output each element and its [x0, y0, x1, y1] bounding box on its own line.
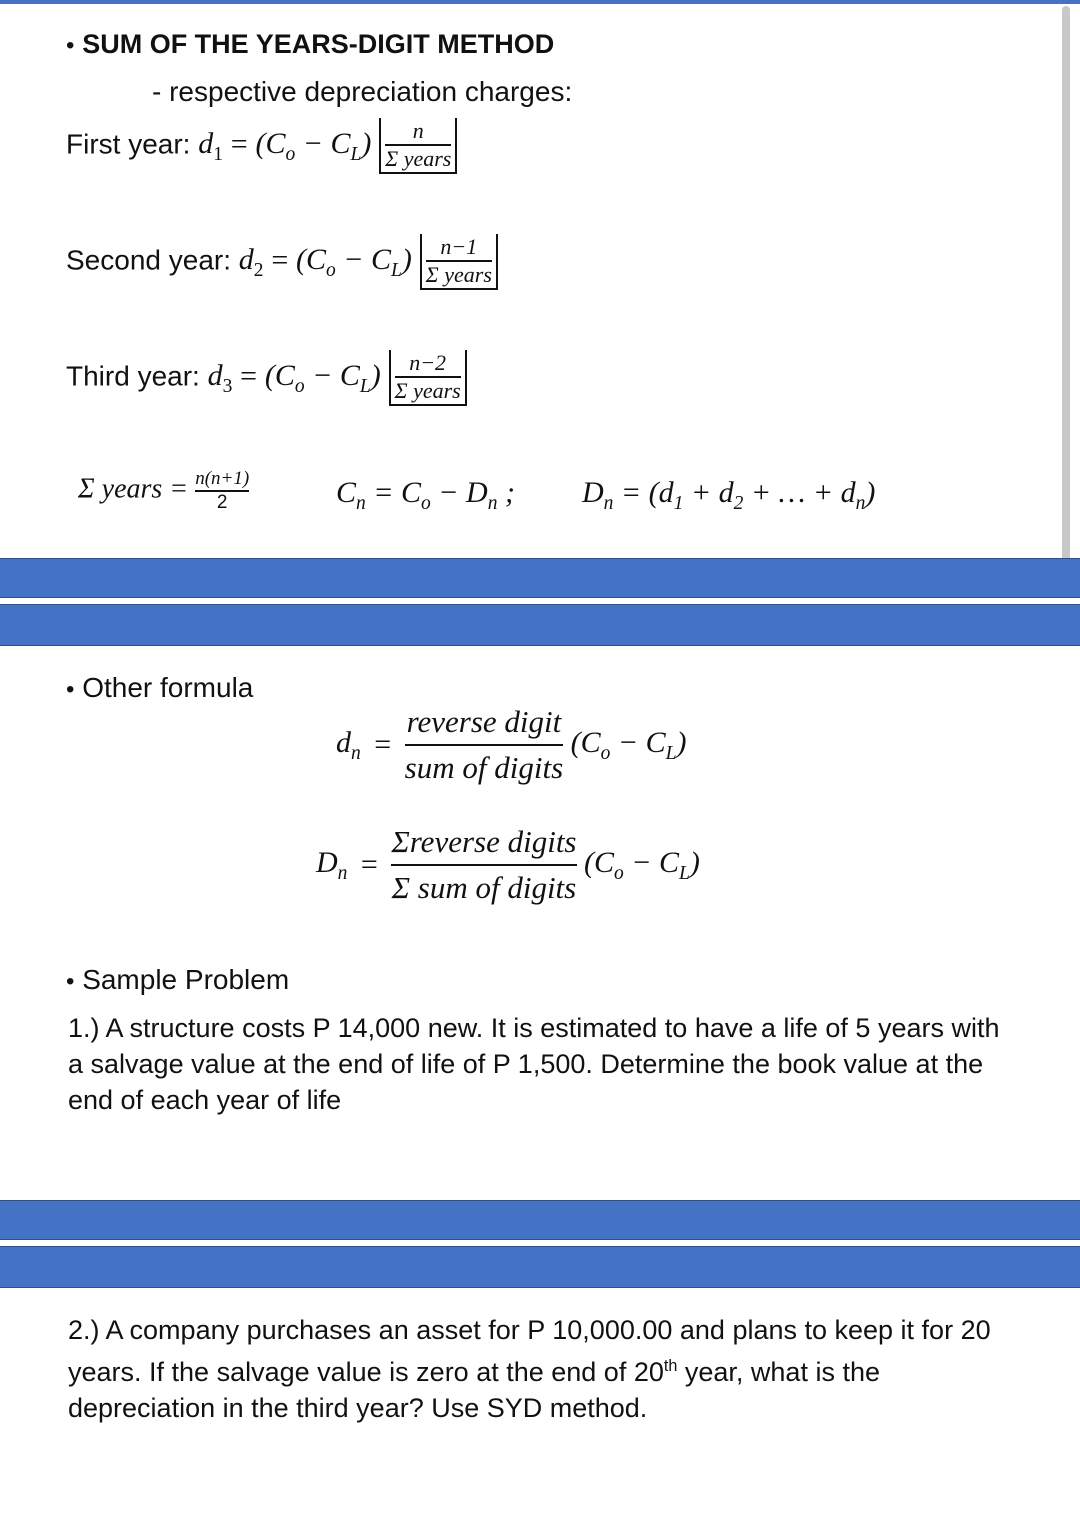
fraction-denominator: Σ years [385, 146, 452, 171]
formula-row-first: First year: $d_1 = (C_o - C_L)$ $\frac{n}{\text{Σ years}}$ [66, 118, 457, 174]
fraction-numerator: Σreverse digits [391, 824, 577, 859]
slide-header-band [0, 604, 1080, 646]
slide-separator-band [0, 1200, 1080, 1240]
bullet-title [66, 28, 554, 60]
fraction-numerator: n [412, 118, 424, 143]
scrollbar[interactable] [1062, 6, 1070, 590]
bullet-other-formula: • Other formula [66, 672, 254, 703]
sum-years-formula: Σ years = $\frac{n(n+1)}{2}$ [78, 468, 250, 513]
cn-formula: $C_n = C_o - D_n$ ; [336, 476, 515, 514]
bullet-icon: • [66, 676, 75, 703]
fraction-numerator: n−2 [409, 350, 447, 375]
slide-separator-band [0, 558, 1080, 598]
formula-row-second: Second year: $d_2 = (C_o - C_L)$ $\frac{n-1}{\text{Σ years}}$ [66, 234, 498, 290]
row-label: Second year: [66, 244, 231, 276]
formula-Dn: $D_n$ = $\frac{\text{Σreverse digits}}{\text{Σ sum of digits}}$ $(C_o - C_L)$ [316, 820, 700, 910]
slide-top-border [0, 0, 1080, 4]
formula-dn: $d_n$ = $\frac{\text{reverse digit}}{\text{sum of digits}}$ $(C_o - C_L)$ [336, 700, 687, 790]
formula-row-third: Third year: $d_3 = (C_o - C_L)$ $\frac{n-2}{\text{Σ years}}$ [66, 350, 467, 406]
row-label: First year: [66, 128, 191, 160]
fraction-denominator: Σ sum of digits [391, 864, 576, 910]
problem-1-text: 1.) A structure costs P 14,000 new. It is estimated to have a life of 5 years with a salvage value at the end of life of P 1,500. Determine the book value at the end of each year of life [68, 1013, 1000, 1115]
bullet-sample-problem: • Sample Problem [66, 964, 290, 995]
dn-formula: $D_n = (d_1 + d_2$ + … + $d_n$) [582, 476, 876, 514]
problem-2-text: 2.) A company purchases an asset for P 10,000.00 and plans to keep it for 20 years. If the salvage value is zero at the end of 20th year, what is the depreciation in the third year? Use SYD method. [68, 1315, 991, 1423]
slide-title: SUM OF THE YEARS-DIGIT METHOD [82, 29, 555, 59]
row-label: Third year: [66, 360, 200, 392]
bullet-icon: • [66, 32, 75, 59]
fraction-denominator: Σ years [394, 378, 461, 403]
slide-header-band [0, 1246, 1080, 1288]
fraction-numerator: n−1 [440, 234, 478, 259]
fraction-denominator: sum of digits [405, 744, 563, 790]
bullet-icon: • [66, 968, 75, 995]
subtitle: - respective depreciation charges: [152, 76, 573, 107]
fraction-numerator: reverse digit [406, 704, 562, 739]
fraction-denominator: Σ years [425, 262, 492, 287]
